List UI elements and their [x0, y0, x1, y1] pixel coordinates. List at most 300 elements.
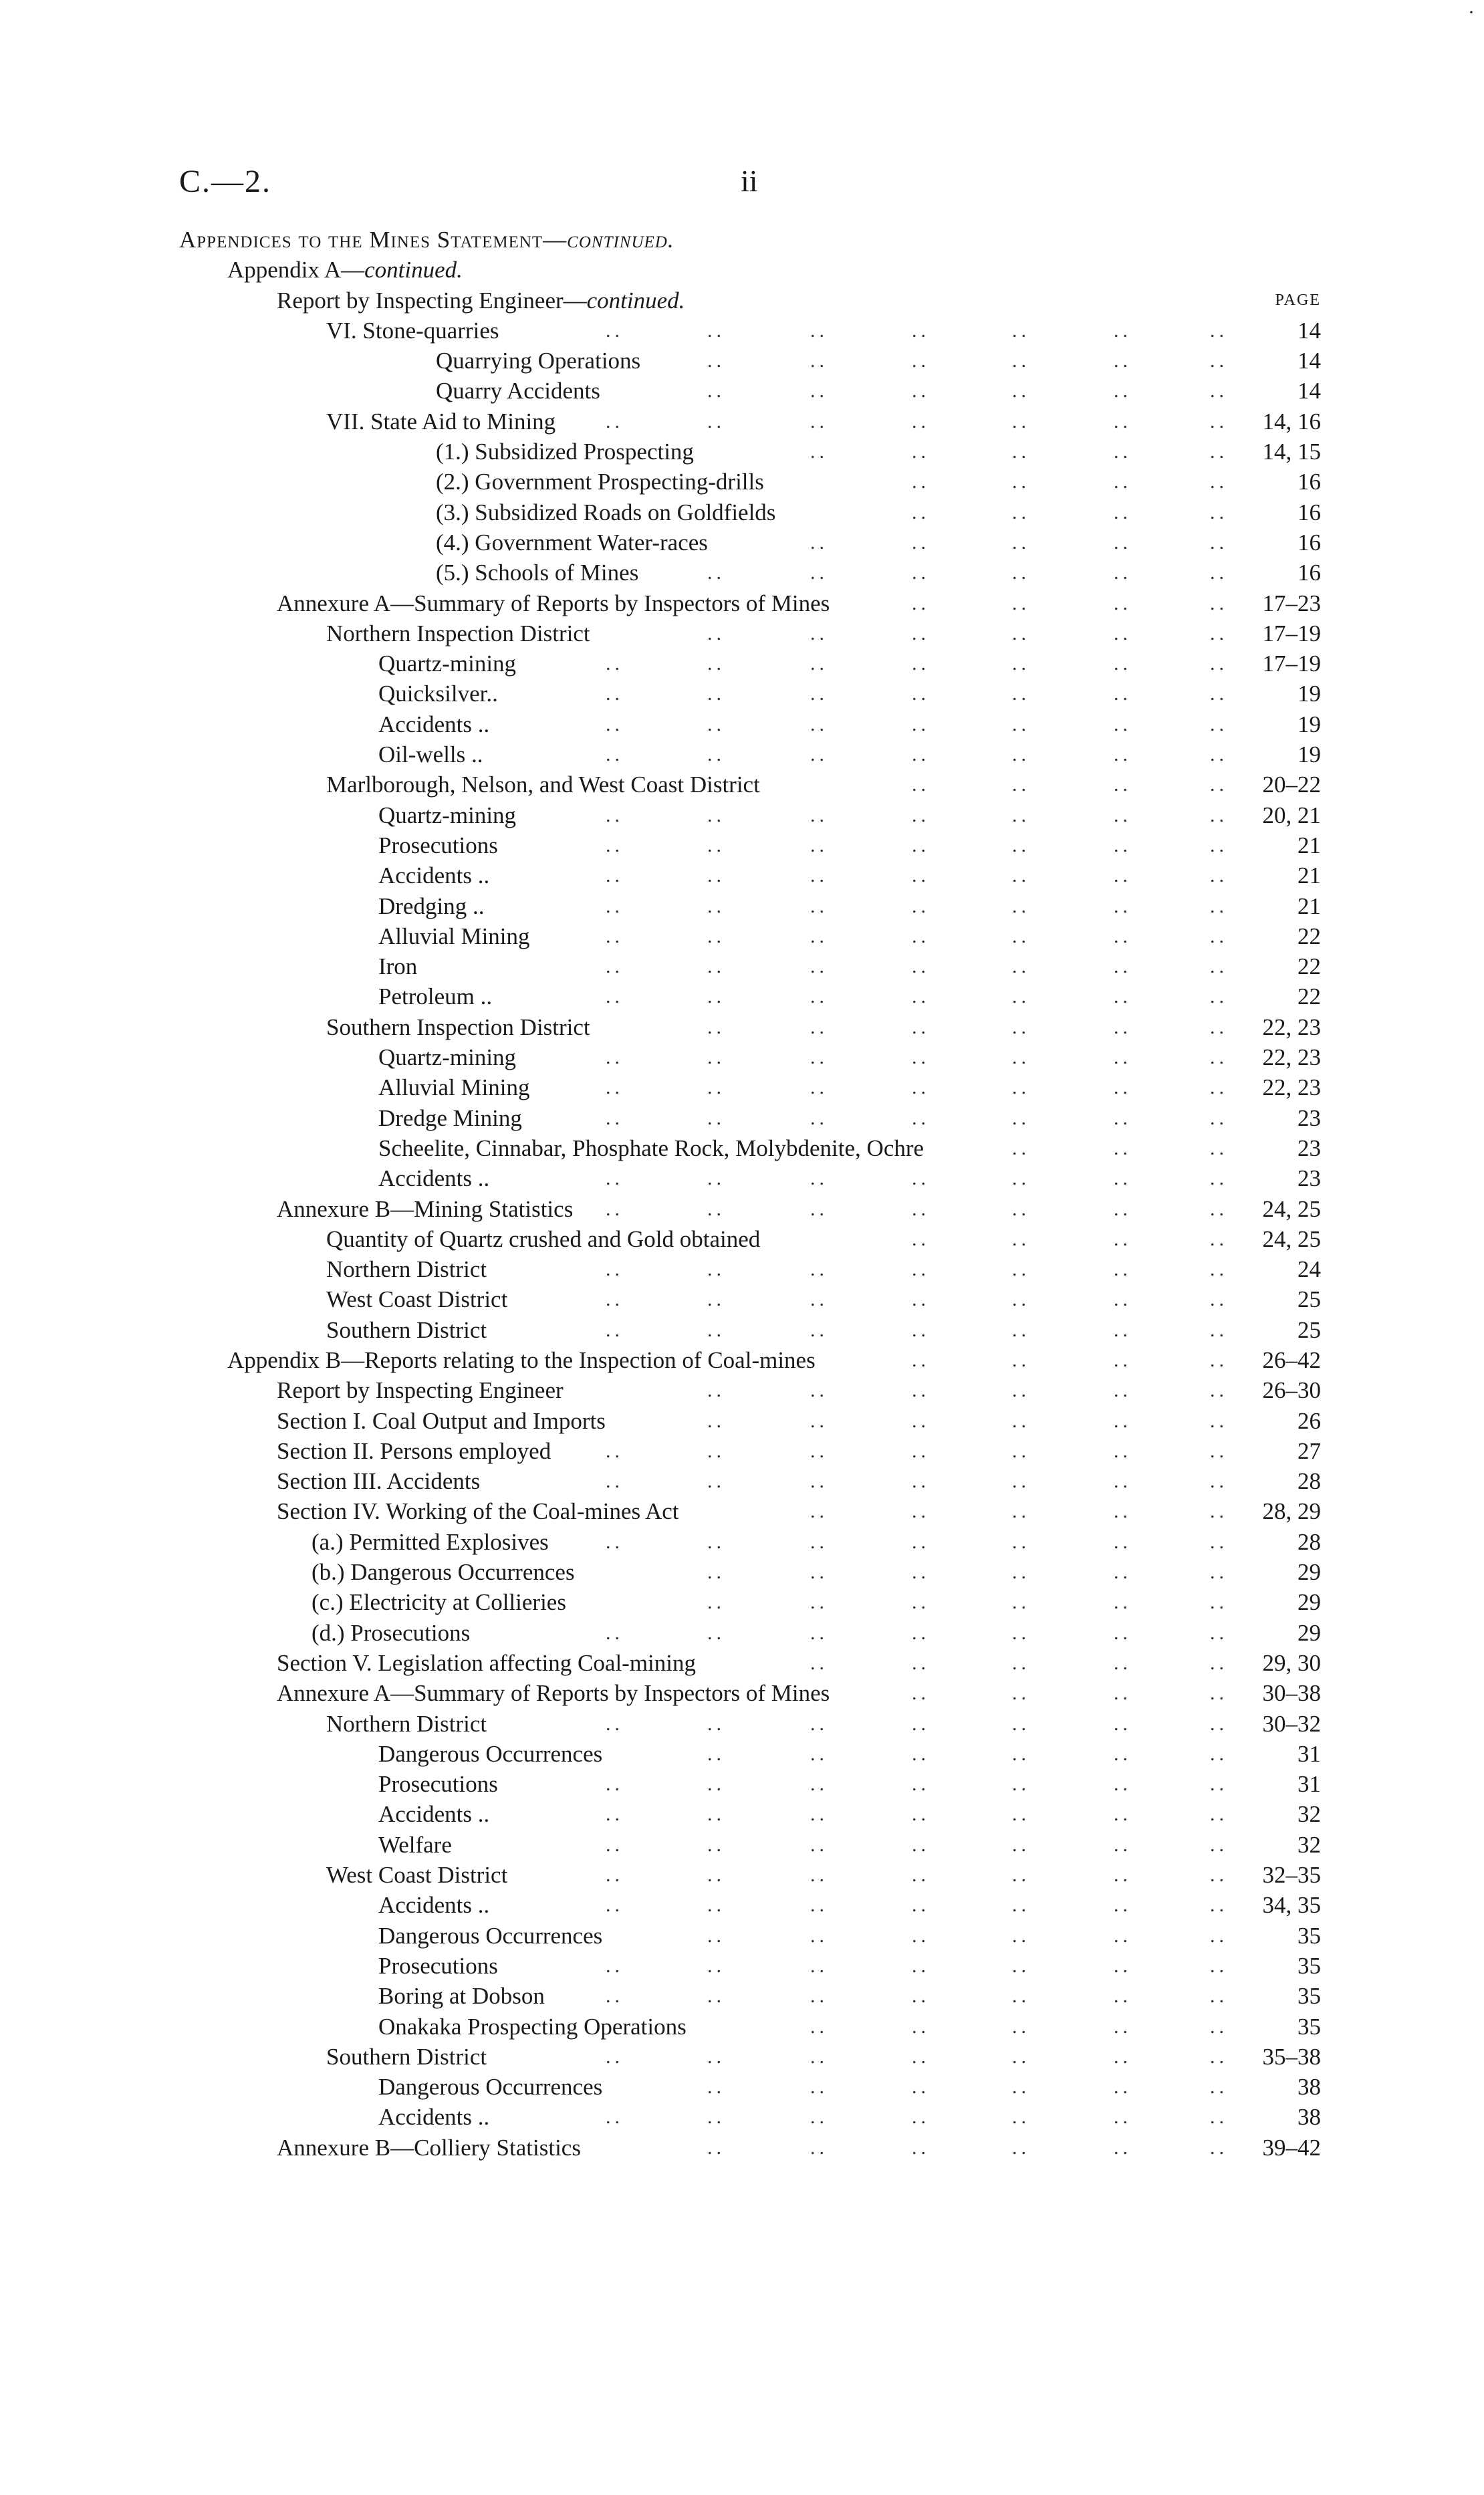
table-of-contents — [0, 225, 1484, 2163]
leader-dots: .. — [810, 622, 828, 644]
toc-entry — [0, 1860, 1484, 1890]
leader-dots: .. — [1012, 1318, 1030, 1341]
toc-entry-text: Welfare — [378, 1831, 452, 1858]
leader-dots: .. — [1114, 1318, 1132, 1341]
toc-entry-title — [378, 951, 417, 981]
leader-dots: .. — [606, 652, 624, 675]
toc-entry — [0, 1799, 1484, 1829]
toc-entry-title — [326, 1709, 487, 1739]
leader-dots: .. — [912, 2045, 930, 2068]
leader-dots: .. — [810, 2106, 828, 2129]
toc-entry-page: 23 — [1297, 1135, 1321, 1161]
leader-dots: .. — [810, 652, 828, 675]
toc-entry-title — [378, 1103, 522, 1133]
leader-dots: .. — [1210, 864, 1228, 887]
leader-dots: .. — [707, 1924, 725, 1947]
leader-dots: .. — [1210, 1409, 1228, 1432]
leader-dots: .. — [912, 1985, 930, 2008]
toc-entry-title — [277, 1436, 551, 1466]
leader-dots: .. — [1012, 319, 1030, 342]
toc-entry-title — [326, 316, 499, 346]
leader-dots: .. — [1012, 2136, 1030, 2159]
toc-entry — [0, 1163, 1484, 1193]
leader-dots: .. — [1114, 1470, 1132, 1493]
leader-dots: .. — [912, 1833, 930, 1856]
leader-dots: .. — [912, 1016, 930, 1038]
toc-entry-text: Accidents .. — [378, 1892, 490, 1919]
toc-entry-text: Annexure B—Mining Statistics — [277, 1195, 574, 1222]
leader-dots: .. — [1012, 652, 1030, 675]
toc-entry-page: 22 — [1297, 953, 1321, 980]
toc-entry-page: 24, 25 — [1262, 1225, 1321, 1252]
toc-entry-title — [378, 2072, 602, 2102]
toc-entry-page: 25 — [1297, 1316, 1321, 1343]
toc-entry — [0, 739, 1484, 769]
leader-dots: .. — [707, 683, 725, 705]
toc-entry-page: 27 — [1297, 1437, 1321, 1464]
toc-entry-page: 19 — [1297, 711, 1321, 737]
toc-entry-text: Southern Inspection District — [326, 1014, 590, 1040]
leader-dots: .. — [606, 683, 624, 705]
stray-mark: · — [1468, 1, 1475, 23]
leader-dots: .. — [1210, 350, 1228, 372]
leader-dots: .. — [1012, 834, 1030, 856]
toc-entry — [0, 1951, 1484, 1981]
leader-dots: .. — [606, 410, 624, 433]
leader-dots: .. — [1012, 743, 1030, 766]
toc-entry-page: 19 — [1297, 741, 1321, 768]
toc-entry-page: 38 — [1297, 2104, 1321, 2131]
leader-dots: .. — [1012, 1016, 1030, 1038]
toc-entry-text: (b.) Dangerous Occurrences — [312, 1559, 575, 1586]
leader-dots: .. — [1114, 2076, 1132, 2099]
toc-entry-page: 17–19 — [1262, 620, 1321, 646]
leader-dots: .. — [810, 1076, 828, 1099]
toc-entry-title — [378, 1981, 545, 2011]
leader-dots: .. — [707, 1409, 725, 1432]
leader-dots: .. — [606, 1833, 624, 1856]
toc-entry-title — [436, 467, 764, 497]
toc-entry-page: 34, 35 — [1262, 1892, 1321, 1919]
toc-entry-title — [326, 406, 555, 437]
toc-entry-page: 22 — [1297, 983, 1321, 1010]
leader-dots: .. — [1114, 1288, 1132, 1311]
toc-entry-text: Prosecutions — [378, 1952, 498, 1979]
toc-entry-page: 19 — [1297, 681, 1321, 707]
toc-entry-text: Accidents .. — [378, 2104, 490, 2131]
leader-dots: .. — [1114, 1167, 1132, 1190]
leader-dots: .. — [912, 895, 930, 917]
leader-dots: .. — [1114, 531, 1132, 554]
leader-dots: .. — [1012, 2106, 1030, 2129]
leader-dots: .. — [912, 925, 930, 947]
toc-entry — [0, 406, 1484, 437]
leader-dots: .. — [707, 1833, 725, 1856]
leader-dots: .. — [606, 1894, 624, 1917]
toc-entry-page: 28, 29 — [1262, 1498, 1321, 1525]
toc-entry-page: 16 — [1297, 469, 1321, 495]
leader-dots: .. — [1210, 1591, 1228, 1614]
leader-dots: .. — [1210, 1530, 1228, 1553]
leader-dots: .. — [606, 1046, 624, 1069]
toc-entry-title — [378, 739, 483, 769]
leader-dots: .. — [1012, 622, 1030, 644]
leader-dots: .. — [1012, 1985, 1030, 2008]
leader-dots: .. — [707, 1530, 725, 1553]
toc-entry — [0, 1012, 1484, 1042]
toc-entry-text: Scheelite, Cinnabar, Phosphate Rock, Molybdenite, Ochre — [378, 1135, 924, 1161]
leader-dots: .. — [707, 713, 725, 735]
leader-dots: .. — [1012, 1076, 1030, 1099]
leader-dots: .. — [912, 1439, 930, 1462]
leader-dots: .. — [1114, 652, 1132, 675]
leader-dots: .. — [912, 1227, 930, 1250]
leader-dots: .. — [912, 1621, 930, 1644]
toc-entry-page: 23 — [1297, 1165, 1321, 1192]
toc-entry-page: 26–30 — [1262, 1377, 1321, 1404]
toc-entry — [0, 981, 1484, 1012]
leader-dots: .. — [912, 985, 930, 1008]
toc-entry-title — [326, 1860, 507, 1890]
toc-entry — [0, 497, 1484, 527]
toc-entry-text: (3.) Subsidized Roads on Goldfields — [436, 499, 776, 525]
leader-dots: .. — [707, 1258, 725, 1281]
toc-entry-text: (4.) Government Water-races — [436, 529, 708, 556]
toc-entry-title — [378, 1890, 489, 1920]
leader-dots: .. — [1012, 1591, 1030, 1614]
leader-dots: .. — [1210, 2136, 1228, 2159]
leader-dots: .. — [707, 2045, 725, 2068]
leader-dots: .. — [810, 1258, 828, 1281]
leader-dots: .. — [810, 2136, 828, 2159]
toc-entry-text: Quartz-mining — [378, 1044, 517, 1071]
leader-dots: .. — [1114, 319, 1132, 342]
leader-dots: .. — [606, 834, 624, 856]
leader-dots: .. — [1114, 380, 1132, 402]
toc-entry-text: Annexure B—Colliery Statistics — [277, 2134, 581, 2161]
toc-entry — [0, 951, 1484, 981]
leader-dots: .. — [1012, 1409, 1030, 1432]
leader-dots: .. — [912, 2136, 930, 2159]
leader-dots: .. — [1012, 350, 1030, 372]
toc-entry-title — [312, 1618, 470, 1648]
toc-entry — [0, 2102, 1484, 2132]
toc-entry-title — [277, 1496, 679, 1526]
leader-dots: .. — [1210, 1561, 1228, 1584]
leader-dots: .. — [1210, 471, 1228, 493]
leader-dots: .. — [1114, 1712, 1132, 1735]
toc-entry-page: 22 — [1297, 923, 1321, 949]
toc-entry-text: Alluvial Mining — [378, 1074, 530, 1101]
toc-entry — [0, 346, 1484, 376]
leader-dots: .. — [912, 1106, 930, 1129]
toc-entry — [0, 891, 1484, 921]
leader-dots: .. — [1114, 1137, 1132, 1159]
toc-entry-title — [312, 1587, 566, 1617]
leader-dots: .. — [1210, 531, 1228, 554]
leader-dots: .. — [606, 864, 624, 887]
leader-dots: .. — [1210, 1137, 1228, 1159]
leader-dots: .. — [1114, 1864, 1132, 1887]
toc-entry-text: Section IV. Working of the Coal-mines Act — [277, 1498, 679, 1525]
leader-dots: .. — [1210, 1924, 1228, 1947]
toc-entry-title — [277, 1375, 564, 1405]
leader-dots: .. — [1210, 743, 1228, 766]
leader-dots: .. — [1210, 501, 1228, 523]
leader-dots: .. — [1114, 471, 1132, 493]
leader-dots: .. — [1210, 925, 1228, 947]
toc-entry-text: Appendix B—Reports relating to the Inspection of Coal-mines — [227, 1346, 816, 1373]
leader-dots: .. — [1114, 2015, 1132, 2038]
leader-dots: .. — [606, 1470, 624, 1493]
leader-dots: .. — [1210, 1439, 1228, 1462]
leader-dots: .. — [1012, 713, 1030, 735]
toc-entry-page: 14, 16 — [1262, 408, 1321, 435]
toc-entry-page: 16 — [1297, 499, 1321, 525]
toc-entry-title — [227, 255, 463, 285]
toc-entry-page: 14 — [1297, 348, 1321, 374]
leader-dots: .. — [1210, 1954, 1228, 1977]
toc-entry — [0, 527, 1484, 558]
leader-dots: .. — [1114, 985, 1132, 1008]
toc-entry-page: 31 — [1297, 1771, 1321, 1798]
leader-dots: .. — [912, 622, 930, 644]
leader-dots: .. — [707, 1712, 725, 1735]
toc-entry-text: Prosecutions — [378, 1771, 498, 1798]
toc-entry — [0, 1769, 1484, 1799]
leader-dots: .. — [810, 2045, 828, 2068]
leader-dots: .. — [810, 743, 828, 766]
page-column-heading: PAGE — [1275, 291, 1321, 309]
leader-dots: .. — [1012, 1046, 1030, 1069]
toc-entry-text: Northern District — [326, 1256, 487, 1283]
leader-dots: .. — [1210, 1318, 1228, 1341]
toc-entry — [0, 1678, 1484, 1708]
leader-dots: .. — [1012, 774, 1030, 796]
toc-entry-page: 17–23 — [1262, 590, 1321, 616]
toc-entry — [0, 1527, 1484, 1557]
leader-dots: .. — [707, 1864, 725, 1887]
toc-entry-page: 29 — [1297, 1559, 1321, 1586]
leader-dots: .. — [707, 2106, 725, 2129]
toc-entry — [0, 285, 1484, 316]
leader-dots: .. — [912, 531, 930, 554]
leader-dots: .. — [1114, 350, 1132, 372]
leader-dots: .. — [1114, 1561, 1132, 1584]
leader-dots: .. — [1210, 1742, 1228, 1765]
leader-dots: .. — [1012, 562, 1030, 584]
toc-entry — [0, 1648, 1484, 1678]
toc-entry-text: Southern District — [326, 2043, 487, 2070]
toc-entry-title — [436, 346, 640, 376]
leader-dots: .. — [810, 1379, 828, 1402]
leader-dots: .. — [707, 1439, 725, 1462]
toc-entry-page: 32 — [1297, 1831, 1321, 1858]
leader-dots: .. — [810, 380, 828, 402]
toc-entry-page: 35 — [1297, 1952, 1321, 1979]
leader-dots: .. — [606, 1712, 624, 1735]
leader-dots: .. — [1012, 1439, 1030, 1462]
leader-dots: .. — [1210, 834, 1228, 856]
leader-dots: .. — [1114, 1985, 1132, 2008]
leader-dots: .. — [912, 471, 930, 493]
leader-dots: .. — [1210, 713, 1228, 735]
leader-dots: .. — [707, 1985, 725, 2008]
leader-dots: .. — [707, 1591, 725, 1614]
toc-entry — [0, 1709, 1484, 1739]
toc-entry-title — [312, 1557, 575, 1587]
leader-dots: .. — [1210, 380, 1228, 402]
leader-dots: .. — [1210, 1773, 1228, 1796]
leader-dots: .. — [810, 1106, 828, 1129]
leader-dots: .. — [707, 864, 725, 887]
toc-entry-text: Northern Inspection District — [326, 620, 590, 646]
toc-entry-text: Appendix A— — [227, 257, 365, 283]
leader-dots: .. — [810, 1803, 828, 1826]
toc-entry — [0, 467, 1484, 497]
toc-entry-page: 16 — [1297, 529, 1321, 556]
leader-dots: .. — [1114, 2045, 1132, 2068]
leader-dots: .. — [1114, 441, 1132, 463]
leader-dots: .. — [1012, 1106, 1030, 1129]
toc-entry — [0, 225, 1484, 255]
toc-entry-page: 20, 21 — [1262, 802, 1321, 828]
toc-entry-page: 22, 23 — [1262, 1014, 1321, 1040]
toc-entry-title — [326, 1284, 507, 1314]
toc-entry-text: Appendices to the Mines Statement— — [179, 227, 568, 253]
toc-entry-continued: continued. — [567, 227, 674, 253]
toc-entry-title — [378, 1042, 516, 1072]
toc-entry-title — [378, 981, 492, 1012]
toc-entry-title — [378, 2012, 687, 2042]
leader-dots: .. — [912, 1076, 930, 1099]
leader-dots: .. — [1114, 2136, 1132, 2159]
toc-entry-text: Quarry Accidents — [436, 378, 600, 404]
leader-dots: .. — [1012, 1470, 1030, 1493]
leader-dots: .. — [912, 743, 930, 766]
leader-dots: .. — [1012, 1621, 1030, 1644]
leader-dots: .. — [1114, 1439, 1132, 1462]
leader-dots: .. — [1210, 1106, 1228, 1129]
toc-entry-page: 35 — [1297, 1922, 1321, 1949]
leader-dots: .. — [707, 652, 725, 675]
leader-dots: .. — [1210, 441, 1228, 463]
toc-entry-page: 32 — [1297, 1801, 1321, 1828]
leader-dots: .. — [912, 1197, 930, 1220]
leader-dots: .. — [1210, 622, 1228, 644]
leader-dots: .. — [606, 1106, 624, 1129]
toc-entry-title — [436, 527, 708, 558]
leader-dots: .. — [606, 895, 624, 917]
leader-dots: .. — [1012, 804, 1030, 826]
toc-entry-page: 38 — [1297, 2074, 1321, 2101]
toc-entry-page: 24, 25 — [1262, 1195, 1321, 1222]
leader-dots: .. — [1210, 1046, 1228, 1069]
leader-dots: .. — [1114, 1258, 1132, 1281]
toc-entry — [0, 316, 1484, 346]
toc-entry-title — [436, 558, 638, 588]
leader-dots: .. — [810, 804, 828, 826]
leader-dots: .. — [606, 2045, 624, 2068]
toc-entry-text: (5.) Schools of Mines — [436, 560, 639, 586]
leader-dots: .. — [810, 1046, 828, 1069]
leader-dots: .. — [912, 1288, 930, 1311]
toc-entry-page: 26 — [1297, 1407, 1321, 1434]
leader-dots: .. — [1012, 683, 1030, 705]
toc-entry — [0, 376, 1484, 406]
leader-dots: .. — [1114, 1409, 1132, 1432]
leader-dots: .. — [912, 774, 930, 796]
leader-dots: .. — [707, 895, 725, 917]
toc-entry-text: VI. Stone-quarries — [326, 317, 499, 344]
leader-dots: .. — [912, 592, 930, 614]
leader-dots: .. — [1114, 1348, 1132, 1371]
leader-dots: .. — [1114, 713, 1132, 735]
toc-entry — [0, 558, 1484, 588]
toc-entry-text: Accidents .. — [378, 711, 490, 737]
leader-dots: .. — [1210, 1833, 1228, 1856]
leader-dots: .. — [606, 2106, 624, 2129]
toc-entry-title — [277, 1406, 606, 1436]
leader-dots: .. — [1114, 743, 1132, 766]
leader-dots: .. — [1210, 955, 1228, 978]
leader-dots: .. — [606, 985, 624, 1008]
leader-dots: .. — [810, 1621, 828, 1644]
leader-dots: .. — [810, 1167, 828, 1190]
toc-entry — [0, 2133, 1484, 2163]
toc-entry — [0, 1254, 1484, 1284]
leader-dots: .. — [1210, 562, 1228, 584]
leader-dots: .. — [1114, 925, 1132, 947]
toc-entry-text: Accidents .. — [378, 1165, 490, 1192]
leader-dots: .. — [810, 1197, 828, 1220]
leader-dots: .. — [1210, 410, 1228, 433]
leader-dots: .. — [1012, 1682, 1030, 1705]
toc-entry-title — [378, 1133, 924, 1163]
leader-dots: .. — [707, 1773, 725, 1796]
leader-dots: .. — [810, 1894, 828, 1917]
leader-dots: .. — [1210, 1167, 1228, 1190]
leader-dots: .. — [810, 1409, 828, 1432]
leader-dots: .. — [1012, 2076, 1030, 2099]
leader-dots: .. — [707, 1954, 725, 1977]
leader-dots: .. — [810, 410, 828, 433]
leader-dots: .. — [606, 319, 624, 342]
leader-dots: .. — [1012, 2045, 1030, 2068]
leader-dots: .. — [810, 1712, 828, 1735]
leader-dots: .. — [1114, 864, 1132, 887]
leader-dots: .. — [707, 1803, 725, 1826]
leader-dots: .. — [912, 410, 930, 433]
leader-dots: .. — [1210, 1348, 1228, 1371]
leader-dots: .. — [707, 1197, 725, 1220]
toc-entry-title — [378, 2102, 489, 2132]
toc-entry-text: Prosecutions — [378, 832, 498, 858]
leader-dots: .. — [1012, 1864, 1030, 1887]
toc-entry-text: (2.) Government Prospecting-drills — [436, 469, 764, 495]
leader-dots: .. — [1012, 1167, 1030, 1190]
leader-dots: .. — [810, 1833, 828, 1856]
leader-dots: .. — [912, 1682, 930, 1705]
leader-dots: .. — [1012, 2015, 1030, 2038]
leader-dots: .. — [1114, 774, 1132, 796]
leader-dots: .. — [810, 531, 828, 554]
toc-entry-page: 22, 23 — [1262, 1074, 1321, 1101]
leader-dots: .. — [1012, 1954, 1030, 1977]
leader-dots: .. — [1114, 804, 1132, 826]
toc-entry — [0, 437, 1484, 467]
toc-entry-text: Section V. Legislation affecting Coal-mining — [277, 1649, 696, 1676]
